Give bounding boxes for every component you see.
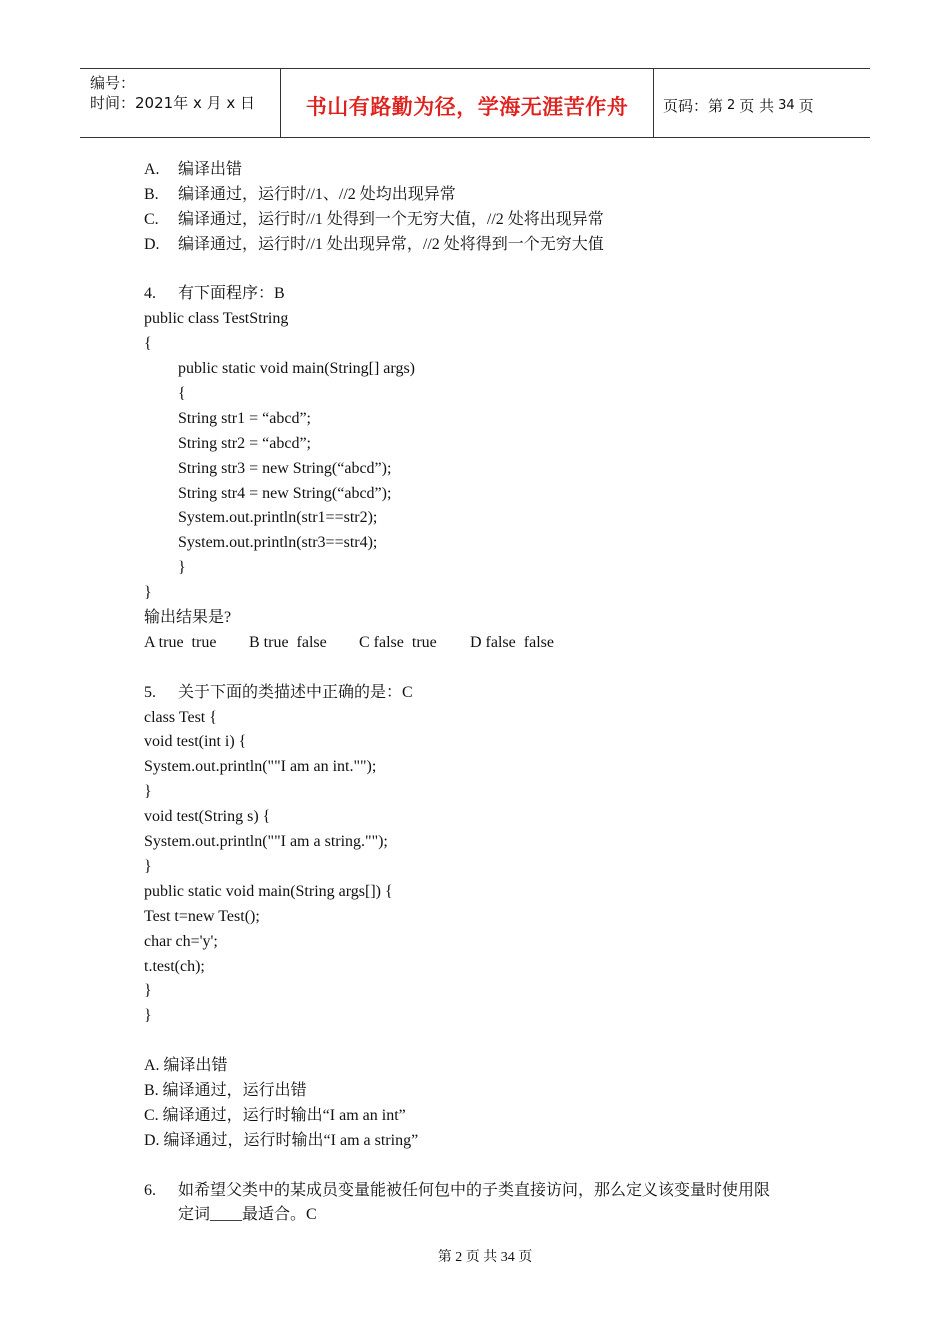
code-line: String str2 = “abcd”; <box>178 434 311 452</box>
q3-option-b: B. 编译通过，运行时//1、//2 处均出现异常 <box>144 185 456 203</box>
q5-title: 5. 关于下面的类描述中正确的是：C <box>144 683 413 701</box>
code-line: { <box>144 335 152 353</box>
q4-answers: A true true B true false C false true D false false <box>144 633 554 651</box>
code-line: public class TestString <box>144 310 289 328</box>
code-line: } <box>144 584 152 602</box>
header-page-info: 页码：第 2 页 共 34 页 <box>663 96 814 115</box>
code-line: } <box>178 559 186 577</box>
q6-line2: 定词____最适合。C <box>178 1206 317 1224</box>
q3-option-a: A. 编译出错 <box>144 161 243 178</box>
code-line: Test t=new Test(); <box>144 907 260 925</box>
page-header <box>80 68 870 138</box>
code-line: String str4 = new String(“abcd”); <box>178 484 392 502</box>
code-line: public static void main(String[] args) <box>178 360 415 378</box>
page-footer: 第 2 页 共 34 页 <box>437 1250 533 1265</box>
q3-option-c: C. 编译通过，运行时//1 处得到一个无穷大值，//2 处将出现异常 <box>144 210 604 228</box>
code-line: System.out.println(""I am a string.""); <box>144 833 388 851</box>
code-line: } <box>144 857 152 875</box>
code-line: { <box>178 385 186 403</box>
time-line: 时间：2021年 x 月 x 日 <box>90 94 256 112</box>
code-line: } <box>144 1007 152 1025</box>
q5-option-b: B. 编译通过，运行出错 <box>144 1081 307 1099</box>
code-line: void test(int i) { <box>144 733 247 751</box>
code-line: char ch='y'; <box>144 932 218 950</box>
code-line: void test(String s) { <box>144 808 271 826</box>
q6-line1: 6. 如希望父类中的某成员变量能被任何包中的子类直接访问，那么定义该变量时使用限 <box>144 1181 771 1199</box>
q5-option-c: C. 编译通过，运行时输出“I am an int” <box>144 1106 406 1124</box>
code-line: System.out.println(str1==str2); <box>178 509 378 527</box>
code-line: } <box>144 783 152 801</box>
code-line: String str3 = new String(“abcd”); <box>178 459 392 477</box>
header-meta <box>80 69 281 137</box>
code-line: public static void main(String args[]) { <box>144 882 393 900</box>
code-line: System.out.println(""I am an int.""); <box>144 758 377 776</box>
code-line: } <box>144 982 152 1000</box>
document-body <box>144 158 824 1228</box>
q4-prompt: 输出结果是? <box>144 609 232 627</box>
code-line: String str1 = “abcd”; <box>178 409 311 427</box>
code-line: t.test(ch); <box>144 957 205 975</box>
serial-label: 编号： <box>90 74 136 92</box>
q3-option-d: D. 编译通过，运行时//1 处出现异常，//2 处将得到一个无穷大值 <box>144 235 604 253</box>
q5-option-a: A. 编译出错 <box>144 1057 228 1075</box>
code-line: System.out.println(str3==str4); <box>178 534 378 552</box>
code-line: class Test { <box>144 708 217 726</box>
q4-title: 4. 有下面程序：B <box>144 285 285 303</box>
q5-option-d: D. 编译通过，运行时输出“I am a string” <box>144 1131 419 1149</box>
header-motto: 书山有路勤为径，学海无涯苦作舟 <box>281 69 654 137</box>
